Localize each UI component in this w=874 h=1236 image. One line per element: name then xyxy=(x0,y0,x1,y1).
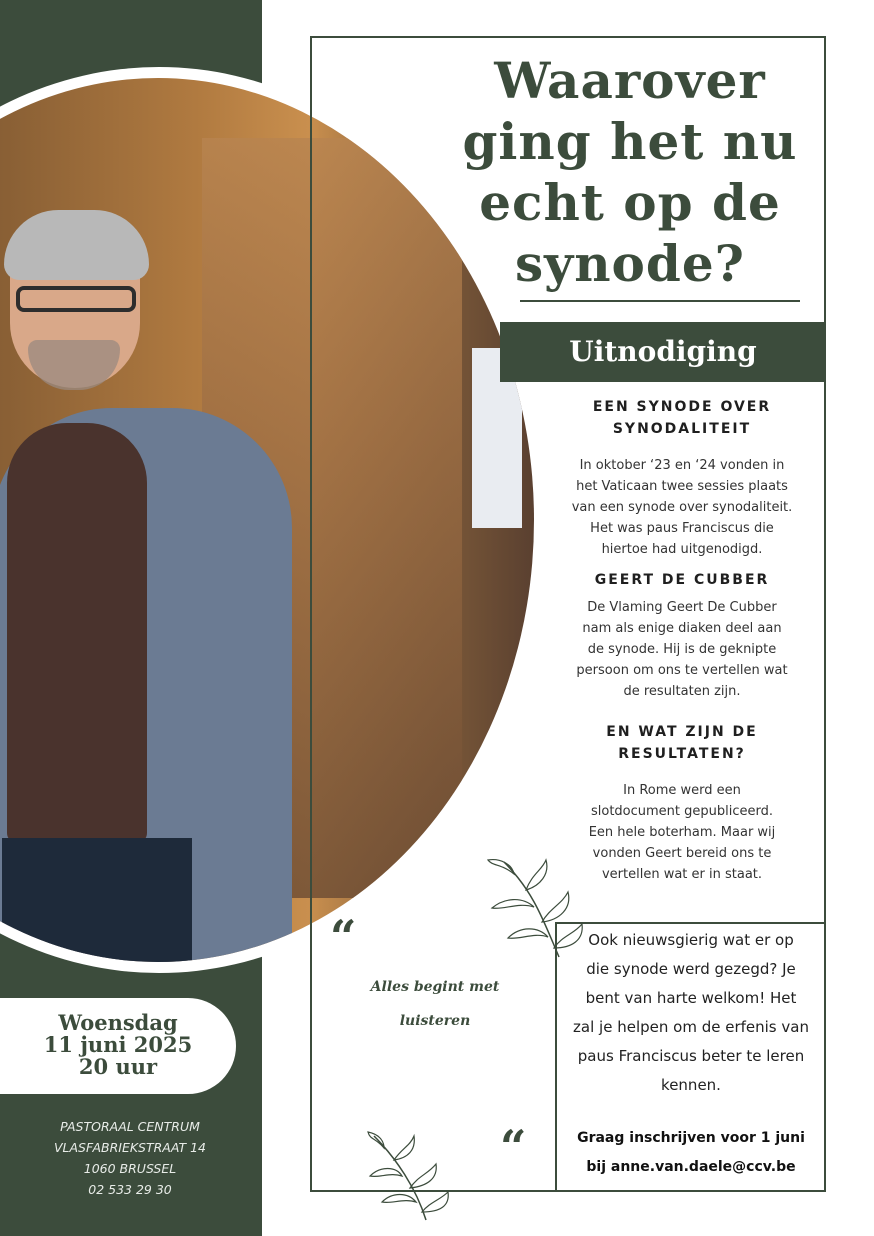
invitation-line: Ook nieuwsgierig wat er op xyxy=(588,931,794,949)
invitation-line: kennen. xyxy=(661,1076,721,1094)
quote-text xyxy=(345,970,525,1038)
speaker-trousers xyxy=(2,838,192,962)
location-street: VLASFABRIEKSTRAAT 14 xyxy=(53,1140,206,1155)
section-text-line: van een synode over synodaliteit. xyxy=(571,500,793,515)
quote-line: Alles begint met xyxy=(370,979,500,995)
quote-close-icon: “ xyxy=(500,1120,527,1174)
section-title-synode xyxy=(550,396,814,440)
title-line: ging het nu xyxy=(462,112,798,171)
section-title-speaker xyxy=(550,569,814,591)
section-title-line: SYNODALITEIT xyxy=(612,421,752,437)
event-location xyxy=(20,1116,240,1200)
invitation-line: bent van harte welkom! Het xyxy=(585,989,797,1007)
page-title xyxy=(460,50,800,294)
section-title-line: EEN SYNODE OVER xyxy=(592,399,772,415)
section-text-line: hiertoe had uitgenodigd. xyxy=(601,542,763,557)
title-line: echt op de xyxy=(479,173,781,232)
registration-line: Graag inschrijven voor 1 juni xyxy=(577,1130,805,1146)
section-text-line: de resultaten zijn. xyxy=(623,684,741,699)
section-title-line: EN WAT ZIJN DE xyxy=(606,724,758,740)
section-title-line: GEERT DE CUBBER xyxy=(594,572,770,588)
section-text-line: In oktober ‘23 en ‘24 vonden in xyxy=(579,458,785,473)
event-day: Woensdag xyxy=(58,1010,178,1035)
location-phone: 02 533 29 30 xyxy=(88,1182,172,1197)
section-text-line: vertellen wat er in staat. xyxy=(601,867,763,882)
invitation-line: zal je helpen om de erfenis van xyxy=(573,1018,809,1036)
event-date-badge xyxy=(0,998,236,1094)
invitation-line: paus Franciscus beter te leren xyxy=(577,1047,805,1065)
quote-open-icon: “ xyxy=(330,910,357,964)
section-text-line: nam als enige diaken deel aan xyxy=(582,621,782,636)
quote-line: luisteren xyxy=(399,1013,471,1029)
speaker-sweater xyxy=(7,423,147,843)
speaker-hair xyxy=(4,210,149,280)
section-title-line: RESULTATEN? xyxy=(618,746,746,762)
section-text-line: In Rome werd een xyxy=(623,783,741,798)
speaker-glasses xyxy=(16,286,136,312)
registration-note xyxy=(558,1124,824,1182)
location-name: PASTORAAL CENTRUM xyxy=(60,1119,200,1134)
title-divider xyxy=(520,300,800,302)
section-text-synode xyxy=(556,455,808,560)
section-text-line: persoon om ons te vertellen wat xyxy=(576,663,788,678)
section-text-line: De Vlaming Geert De Cubber xyxy=(587,600,777,615)
section-text-line: het Vaticaan twee sessies plaats xyxy=(576,479,788,494)
invitation-box-left-border xyxy=(555,922,557,1192)
invitation-banner: Uitnodiging xyxy=(500,322,826,382)
section-text-line: Het was paus Franciscus die xyxy=(590,521,774,536)
section-text-speaker xyxy=(556,597,808,702)
location-city: 1060 BRUSSEL xyxy=(83,1161,177,1176)
registration-email[interactable]: bij anne.van.daele@ccv.be xyxy=(586,1159,796,1175)
invitation-line: die synode werd gezegd? Je xyxy=(586,960,796,978)
section-text-line: Een hele boterham. Maar wij xyxy=(588,825,776,840)
section-text-line: vonden Geert bereid ons te xyxy=(592,846,772,861)
invitation-text xyxy=(558,926,824,1100)
leaf-sprig-icon xyxy=(366,1128,466,1224)
section-title-results xyxy=(550,721,814,765)
event-date: 11 juni 2025 xyxy=(43,1032,193,1057)
invitation-box-top-border xyxy=(556,922,826,924)
title-line: synode? xyxy=(515,234,745,293)
speaker-beard xyxy=(28,340,120,390)
section-text-line: slotdocument gepubliceerd. xyxy=(590,804,774,819)
section-text-line: de synode. Hij is de geknipte xyxy=(587,642,777,657)
title-line: Waarover xyxy=(494,51,766,110)
event-time: 20 uur xyxy=(78,1054,158,1079)
